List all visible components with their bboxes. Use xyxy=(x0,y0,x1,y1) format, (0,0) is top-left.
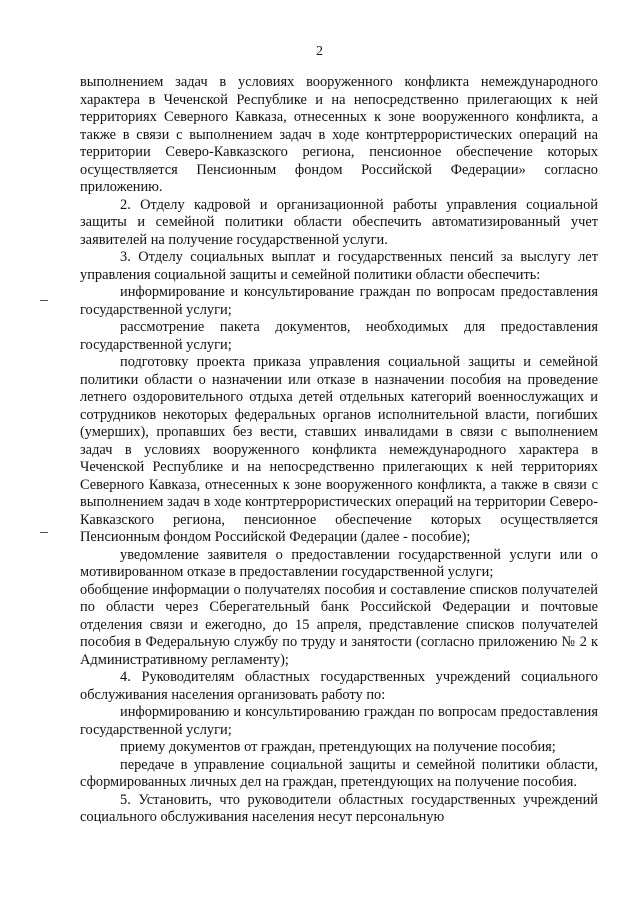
paragraph-transfer: передаче в управление социальной защиты и семейной политики области, сформированных личных дел на граждан, претендующих на получение пособия. xyxy=(80,756,598,790)
paragraph-item-2: 2. Отделу кадровой и организационной работы управления социальной защиты и семейной политики области обеспечить автоматизированный учет заявителей на получение государственной услуги. xyxy=(80,196,598,248)
document-body xyxy=(80,74,598,827)
paragraph-review: рассмотрение пакета документов, необходимых для предоставления государственной услуги; xyxy=(80,319,598,353)
paragraph-notification: уведомление заявителя о предоставлении государственной услуги или о мотивированном отказе в предоставлении государственной услуги; xyxy=(80,546,598,580)
paragraph-informing: информирование и консультирование граждан по вопросам предоставления государственной услуги; xyxy=(80,284,598,318)
paragraph-continuation: выполнением задач в условиях вооруженного конфликта немеждународного характера в Чеченской Республике и на непосредственно прилегающих к ней территориях Северного Кавказа, отнесенных к зоне вооруженного конфликта, а также в связи с выполнением задач в ходе контртеррористических операций на территории Северо-Кавказского региона, пенсионное обеспечение которых осуществляется Пенсионным фондом Российской Федерации» согласно приложению. xyxy=(80,74,598,195)
paragraph-reception: приему документов от граждан, претендующих на получение пособия; xyxy=(120,739,556,755)
margin-mark-lower xyxy=(40,532,48,533)
paragraph-consulting: информированию и консультированию граждан по вопросам предоставления государственной услуги; xyxy=(80,704,598,738)
paragraph-item-3: 3. Отделу социальных выплат и государственных пенсий за выслугу лет управления социальной защиты и семейной политики области обеспечить: xyxy=(80,249,598,283)
paragraph-item-4: 4. Руководителям областных государственных учреждений социального обслуживания населения организовать работу по: xyxy=(80,669,598,703)
margin-mark-upper xyxy=(40,300,48,301)
paragraph-summary: обобщение информации о получателях пособия и составление списков получателей по области через Сберегательный банк Российской Федерации и почтовые отделения связи и ежегодно, до 15 апреля, представление списков получателей пособия в Федеральную службу по труду и занятости (согласно приложению № 2 к Административному регламенту); xyxy=(80,581,598,668)
page-number: 2 xyxy=(316,44,323,59)
paragraph-item-5: 5. Установить, что руководители областных государственных учреждений социального обслуживания населения несут персональную xyxy=(80,791,598,825)
paragraph-order-draft: подготовку проекта приказа управления социальной защиты и семейной политики области о назначении или отказе в назначении пособия на проведение летнего оздоровительного отдыха детей отдельных категорий военнослужащих и сотрудников некоторых федеральных органов исполнительной власти, погибших (умерших), пропавших без вести, ставших инвалидами в связи с выполнением задач в условиях вооруженного конфликта немеждународного характера в Чеченской Республике и на непосредственно прилегающих к ней территориях Северного Кавказа, отнесенных к зоне вооруженного конфликта, а также в связи с выполнением задач в ходе контртеррористических операций на территории Северо-Кавказского региона, пенсионное обеспечение которых осуществляется Пенсионным фондом Российской Федерации (далее - пособие); xyxy=(80,354,598,545)
